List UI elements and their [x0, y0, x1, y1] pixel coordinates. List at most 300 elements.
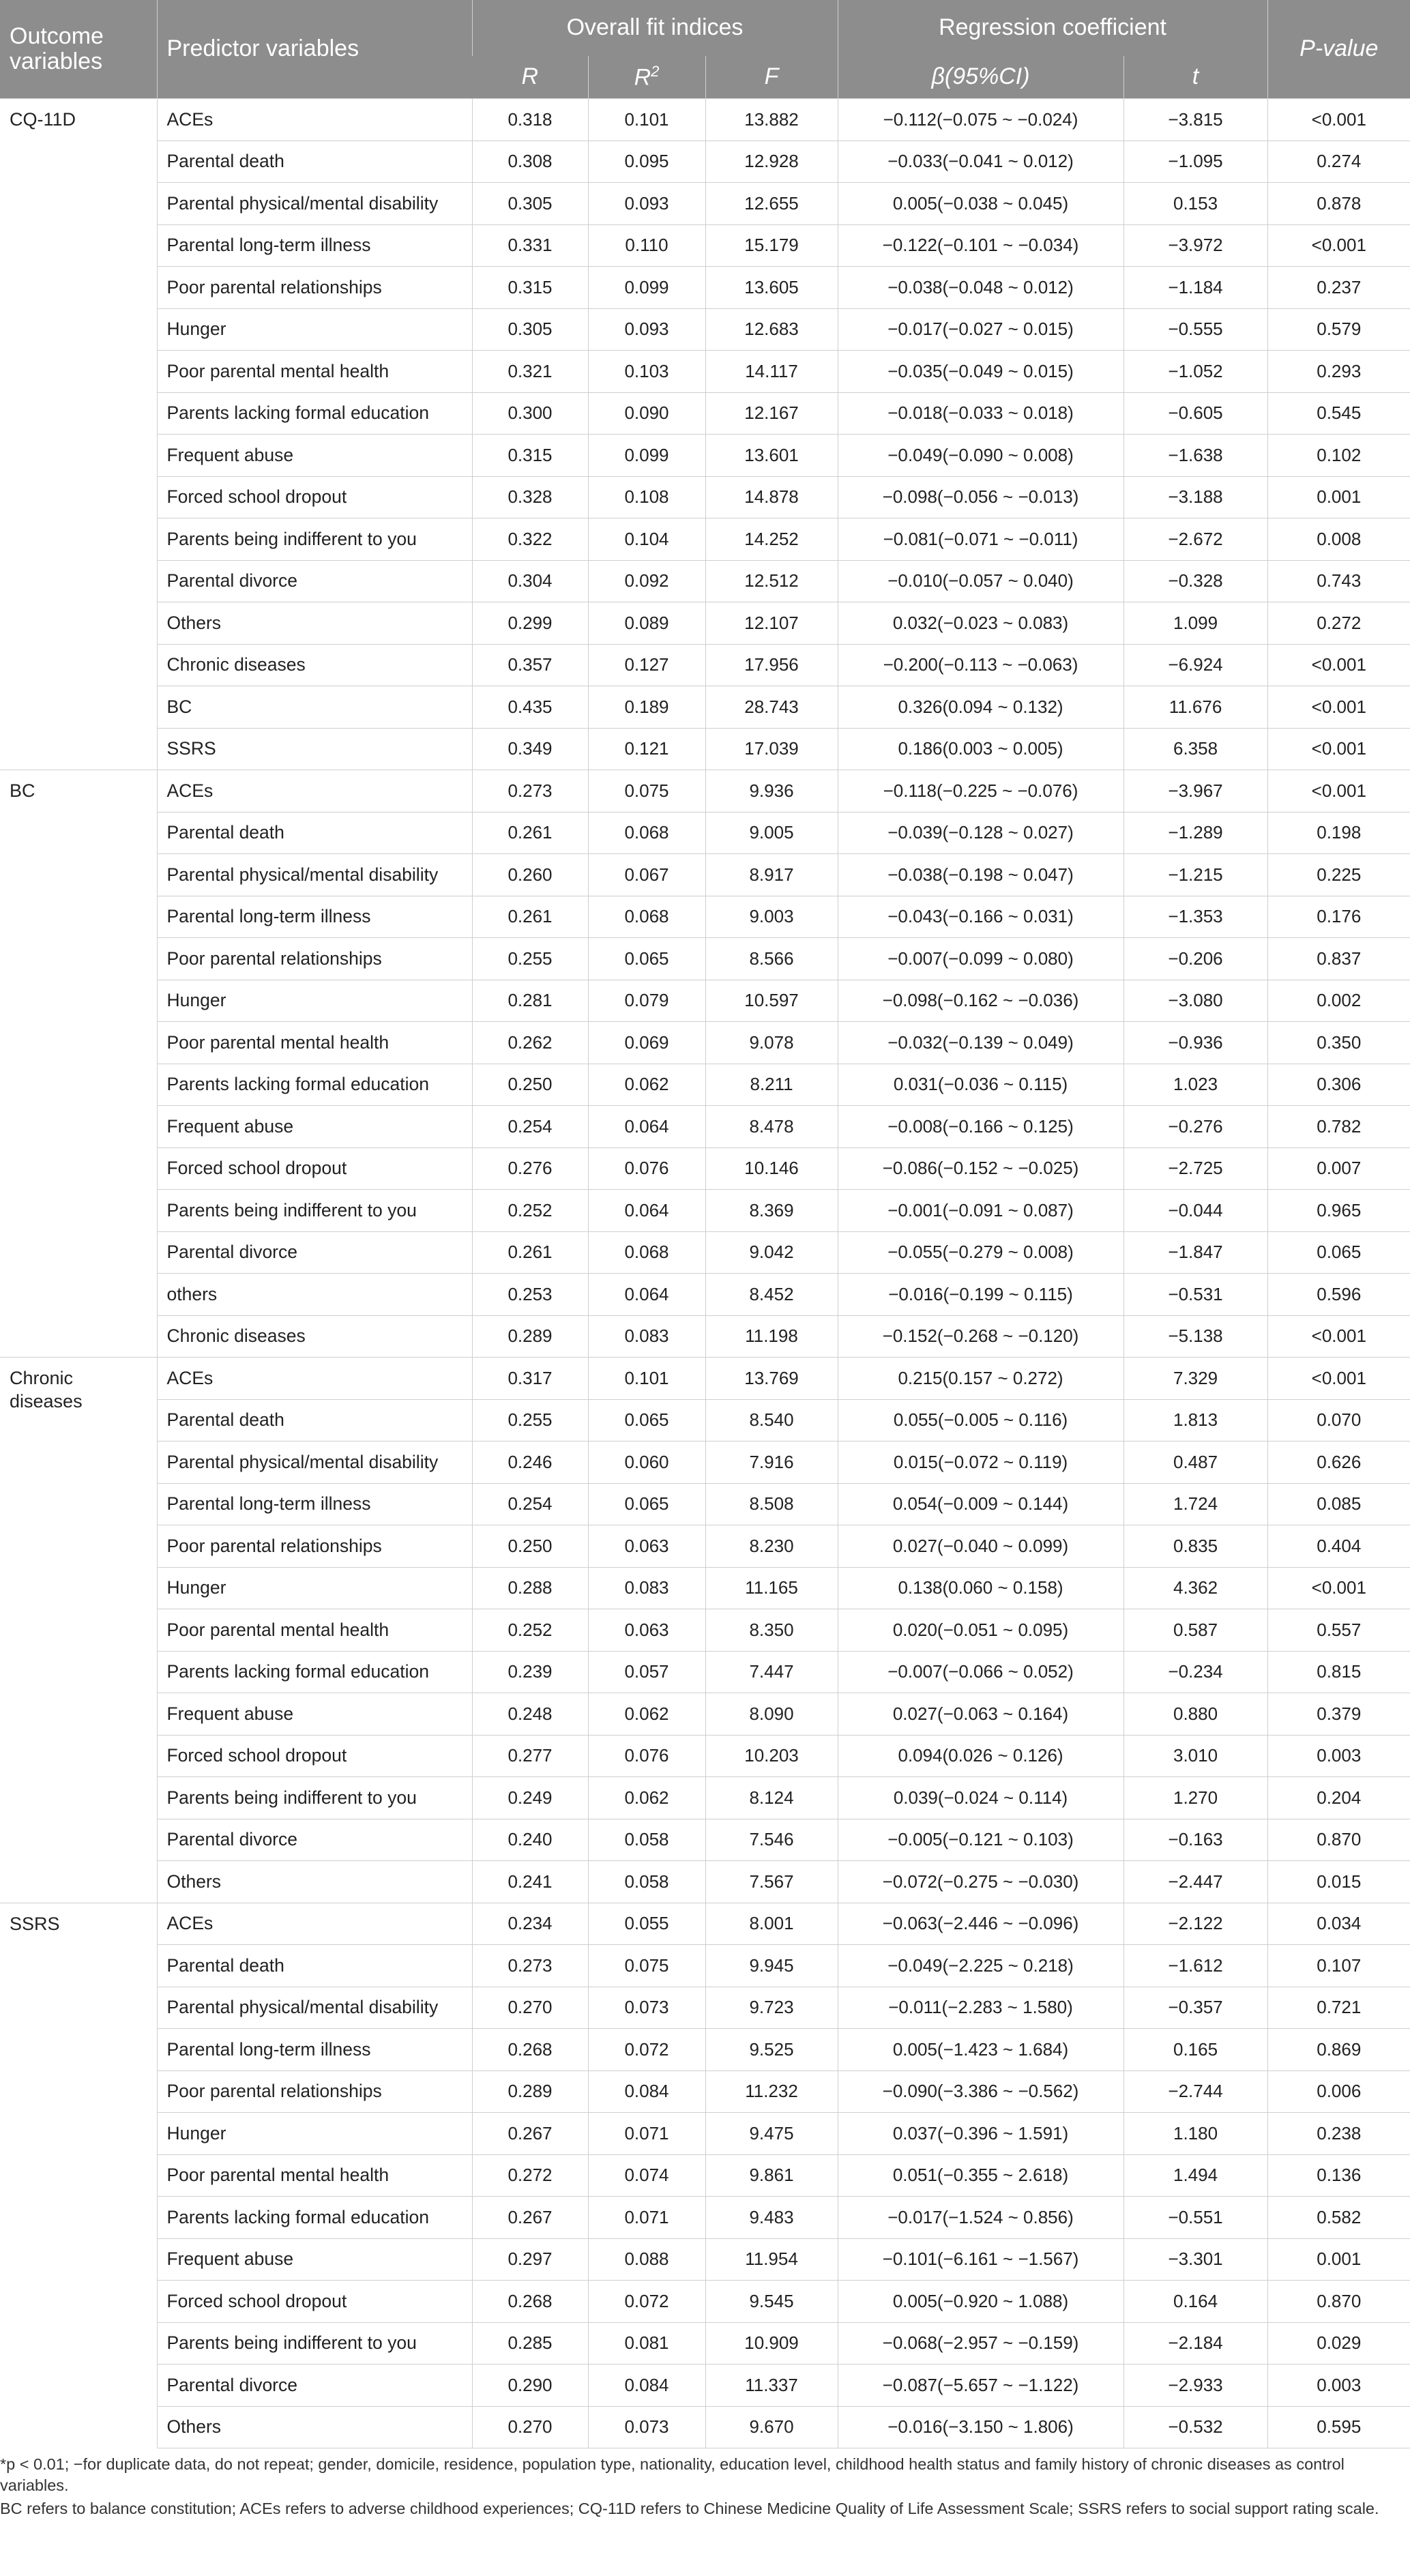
r-cell: 0.250	[472, 1525, 588, 1568]
r-squared-cell: 0.075	[588, 1945, 705, 1987]
p-value-cell: 0.582	[1267, 2197, 1410, 2239]
p-value-cell: 0.743	[1267, 560, 1410, 602]
r-cell: 0.273	[472, 770, 588, 813]
f-cell: 10.203	[705, 1735, 838, 1777]
r-cell: 0.260	[472, 854, 588, 896]
t-cell: 1.270	[1123, 1777, 1267, 1819]
r-cell: 0.331	[472, 224, 588, 267]
header-r: R	[472, 56, 588, 99]
f-cell: 12.512	[705, 560, 838, 602]
t-cell: 0.153	[1123, 183, 1267, 225]
beta-ci-cell: −0.063(−2.446 ~ −0.096)	[838, 1903, 1123, 1945]
table-row	[0, 1525, 1410, 1568]
table-footnotes	[0, 2448, 1410, 2519]
r-squared-cell: 0.064	[588, 1274, 705, 1316]
predictor-cell: Parental long-term illness	[157, 896, 472, 938]
p-value-cell: 0.579	[1267, 308, 1410, 351]
predictor-cell: Forced school dropout	[157, 1147, 472, 1190]
predictor-cell: Frequent abuse	[157, 2238, 472, 2281]
r-squared-cell: 0.076	[588, 1735, 705, 1777]
predictor-cell: Parental physical/mental disability	[157, 1441, 472, 1484]
f-cell: 9.005	[705, 812, 838, 854]
t-cell: −3.967	[1123, 770, 1267, 813]
f-cell: 9.545	[705, 2281, 838, 2323]
p-value-cell: 0.237	[1267, 267, 1410, 309]
p-value-cell: 0.107	[1267, 1945, 1410, 1987]
r-squared-cell: 0.093	[588, 308, 705, 351]
r-squared-cell: 0.084	[588, 2070, 705, 2113]
r-squared-cell: 0.069	[588, 1022, 705, 1064]
r-squared-cell: 0.099	[588, 435, 705, 477]
f-cell: 13.882	[705, 99, 838, 141]
header-outcome-variables: Outcome variables	[0, 0, 157, 99]
predictor-cell: SSRS	[157, 728, 472, 770]
p-value-cell: <0.001	[1267, 644, 1410, 686]
p-value-cell: 0.626	[1267, 1441, 1410, 1484]
p-value-cell: 0.008	[1267, 518, 1410, 561]
beta-ci-cell: 0.020(−0.051 ~ 0.095)	[838, 1609, 1123, 1652]
predictor-cell: Parental physical/mental disability	[157, 854, 472, 896]
table-row	[0, 2029, 1410, 2071]
f-cell: 9.670	[705, 2406, 838, 2448]
beta-ci-cell: −0.072(−0.275 ~ −0.030)	[838, 1861, 1123, 1903]
r-squared-cell: 0.110	[588, 224, 705, 267]
beta-ci-cell: 0.186(0.003 ~ 0.005)	[838, 728, 1123, 770]
r-squared-cell: 0.058	[588, 1819, 705, 1861]
p-value-cell: 0.102	[1267, 435, 1410, 477]
r-squared-cell: 0.055	[588, 1903, 705, 1945]
f-cell: 8.508	[705, 1483, 838, 1525]
r-squared-cell: 0.067	[588, 854, 705, 896]
p-value-cell: 0.003	[1267, 2365, 1410, 2407]
beta-ci-cell: −0.087(−5.657 ~ −1.122)	[838, 2365, 1123, 2407]
t-cell: −2.184	[1123, 2322, 1267, 2365]
predictor-cell: Hunger	[157, 1567, 472, 1609]
t-cell: −1.215	[1123, 854, 1267, 896]
p-value-cell: 0.204	[1267, 1777, 1410, 1819]
r-cell: 0.241	[472, 1861, 588, 1903]
predictor-cell: Poor parental relationships	[157, 938, 472, 980]
header-predictor-variables: Predictor variables	[157, 0, 472, 99]
r-cell: 0.305	[472, 183, 588, 225]
table-row	[0, 1315, 1410, 1358]
r-cell: 0.234	[472, 1903, 588, 1945]
f-cell: 8.230	[705, 1525, 838, 1568]
r-squared-cell: 0.101	[588, 99, 705, 141]
beta-ci-cell: −0.086(−0.152 ~ −0.025)	[838, 1147, 1123, 1190]
beta-ci-cell: −0.081(−0.071 ~ −0.011)	[838, 518, 1123, 561]
p-value-cell: 0.034	[1267, 1903, 1410, 1945]
beta-ci-cell: −0.038(−0.198 ~ 0.047)	[838, 854, 1123, 896]
p-value-cell: <0.001	[1267, 770, 1410, 813]
f-cell: 11.337	[705, 2365, 838, 2407]
t-cell: −0.328	[1123, 560, 1267, 602]
beta-ci-cell: −0.038(−0.048 ~ 0.012)	[838, 267, 1123, 309]
t-cell: −0.532	[1123, 2406, 1267, 2448]
table-row	[0, 183, 1410, 225]
table-row	[0, 644, 1410, 686]
f-cell: 11.232	[705, 2070, 838, 2113]
p-value-cell: <0.001	[1267, 1358, 1410, 1400]
r-cell: 0.289	[472, 1315, 588, 1358]
t-cell: 1.023	[1123, 1064, 1267, 1106]
table-row	[0, 1483, 1410, 1525]
t-cell: 0.487	[1123, 1441, 1267, 1484]
beta-ci-cell: −0.035(−0.049 ~ 0.015)	[838, 351, 1123, 393]
r-cell: 0.270	[472, 1987, 588, 2029]
predictor-cell: Poor parental relationships	[157, 1525, 472, 1568]
r-cell: 0.308	[472, 141, 588, 183]
f-cell: 9.078	[705, 1022, 838, 1064]
t-cell: −2.672	[1123, 518, 1267, 561]
table-row	[0, 1735, 1410, 1777]
t-cell: −1.289	[1123, 812, 1267, 854]
predictor-cell: Poor parental relationships	[157, 267, 472, 309]
r-cell: 0.297	[472, 2238, 588, 2281]
f-cell: 9.042	[705, 1231, 838, 1274]
r-cell: 0.250	[472, 1064, 588, 1106]
t-cell: −1.847	[1123, 1231, 1267, 1274]
p-value-cell: 0.029	[1267, 2322, 1410, 2365]
table-row	[0, 1903, 1410, 1945]
r-squared-cell: 0.060	[588, 1441, 705, 1484]
p-value-cell: 0.002	[1267, 980, 1410, 1022]
table-row	[0, 351, 1410, 393]
table-row	[0, 854, 1410, 896]
table-row	[0, 2281, 1410, 2323]
predictor-cell: Forced school dropout	[157, 2281, 472, 2323]
header-f: F	[705, 56, 838, 99]
t-cell: −3.972	[1123, 224, 1267, 267]
r-squared-cell: 0.062	[588, 1693, 705, 1736]
predictor-cell: Parental death	[157, 1399, 472, 1441]
table-row	[0, 1651, 1410, 1693]
r-squared-cell: 0.101	[588, 1358, 705, 1400]
r-cell: 0.239	[472, 1651, 588, 1693]
r-cell: 0.281	[472, 980, 588, 1022]
t-cell: −1.095	[1123, 141, 1267, 183]
r-cell: 0.276	[472, 1147, 588, 1190]
r-squared-cell: 0.108	[588, 476, 705, 518]
predictor-cell: Parental long-term illness	[157, 1483, 472, 1525]
predictor-cell: Parental divorce	[157, 2365, 472, 2407]
f-cell: 17.956	[705, 644, 838, 686]
f-cell: 8.211	[705, 1064, 838, 1106]
r-squared-cell: 0.073	[588, 1987, 705, 2029]
predictor-cell: Parental physical/mental disability	[157, 1987, 472, 2029]
p-value-cell: 0.065	[1267, 1231, 1410, 1274]
p-value-cell: 0.870	[1267, 2281, 1410, 2323]
beta-ci-cell: −0.007(−0.099 ~ 0.080)	[838, 938, 1123, 980]
beta-ci-cell: 0.138(0.060 ~ 0.158)	[838, 1567, 1123, 1609]
beta-ci-cell: 0.005(−0.038 ~ 0.045)	[838, 183, 1123, 225]
r-cell: 0.290	[472, 2365, 588, 2407]
table-row	[0, 686, 1410, 729]
r-squared-cell: 0.057	[588, 1651, 705, 1693]
t-cell: −1.353	[1123, 896, 1267, 938]
predictor-cell: Parental long-term illness	[157, 2029, 472, 2071]
r-cell: 0.321	[472, 351, 588, 393]
table-row	[0, 1147, 1410, 1190]
r-squared-cell: 0.065	[588, 938, 705, 980]
t-cell: −1.184	[1123, 267, 1267, 309]
t-cell: −3.188	[1123, 476, 1267, 518]
r-cell: 0.246	[472, 1441, 588, 1484]
t-cell: −0.551	[1123, 2197, 1267, 2239]
predictor-cell: Others	[157, 2406, 472, 2448]
predictor-cell: Poor parental mental health	[157, 1022, 472, 1064]
f-cell: 12.107	[705, 602, 838, 645]
predictor-cell: Poor parental mental health	[157, 2154, 472, 2197]
table-header	[0, 0, 1410, 99]
beta-ci-cell: 0.027(−0.063 ~ 0.164)	[838, 1693, 1123, 1736]
r-cell: 0.304	[472, 560, 588, 602]
outcome-variable-cell: CQ-11D	[0, 99, 157, 770]
r-cell: 0.254	[472, 1106, 588, 1148]
predictor-cell: Hunger	[157, 2113, 472, 2155]
beta-ci-cell: −0.001(−0.091 ~ 0.087)	[838, 1190, 1123, 1232]
r-squared-cell: 0.065	[588, 1399, 705, 1441]
t-cell: −0.555	[1123, 308, 1267, 351]
beta-ci-cell: −0.090(−3.386 ~ −0.562)	[838, 2070, 1123, 2113]
beta-ci-cell: 0.005(−1.423 ~ 1.684)	[838, 2029, 1123, 2071]
t-cell: −0.276	[1123, 1106, 1267, 1148]
predictor-cell: Others	[157, 602, 472, 645]
r-cell: 0.277	[472, 1735, 588, 1777]
t-cell: 1.099	[1123, 602, 1267, 645]
table-row	[0, 980, 1410, 1022]
table-row	[0, 518, 1410, 561]
r-squared-cell: 0.068	[588, 812, 705, 854]
r-cell: 0.317	[472, 1358, 588, 1400]
r-squared-cell: 0.063	[588, 1609, 705, 1652]
p-value-cell: 0.015	[1267, 1861, 1410, 1903]
f-cell: 9.945	[705, 1945, 838, 1987]
f-cell: 8.350	[705, 1609, 838, 1652]
r-squared-cell: 0.104	[588, 518, 705, 561]
t-cell: 1.813	[1123, 1399, 1267, 1441]
predictor-cell: Parents lacking formal education	[157, 1651, 472, 1693]
p-value-cell: 0.869	[1267, 2029, 1410, 2071]
predictor-cell: Parental death	[157, 1945, 472, 1987]
r-cell: 0.300	[472, 392, 588, 435]
t-cell: 3.010	[1123, 1735, 1267, 1777]
predictor-cell: ACEs	[157, 770, 472, 813]
predictor-cell: ACEs	[157, 1358, 472, 1400]
r-squared-cell: 0.074	[588, 2154, 705, 2197]
r-cell: 0.255	[472, 938, 588, 980]
f-cell: 8.001	[705, 1903, 838, 1945]
predictor-cell: Hunger	[157, 308, 472, 351]
t-cell: −2.933	[1123, 2365, 1267, 2407]
f-cell: 14.117	[705, 351, 838, 393]
beta-ci-cell: −0.112(−0.075 ~ −0.024)	[838, 99, 1123, 141]
predictor-cell: Frequent abuse	[157, 1106, 472, 1148]
predictor-cell: ACEs	[157, 99, 472, 141]
table-row	[0, 2113, 1410, 2155]
t-cell: −0.163	[1123, 1819, 1267, 1861]
beta-ci-cell: 0.037(−0.396 ~ 1.591)	[838, 2113, 1123, 2155]
predictor-cell: Parental physical/mental disability	[157, 183, 472, 225]
t-cell: 0.164	[1123, 2281, 1267, 2323]
outcome-variable-cell: Chronic diseases	[0, 1358, 157, 1903]
beta-ci-cell: 0.051(−0.355 ~ 2.618)	[838, 2154, 1123, 2197]
predictor-cell: Chronic diseases	[157, 644, 472, 686]
table-row	[0, 308, 1410, 351]
predictor-cell: Parents lacking formal education	[157, 2197, 472, 2239]
beta-ci-cell: −0.098(−0.162 ~ −0.036)	[838, 980, 1123, 1022]
r-cell: 0.273	[472, 1945, 588, 1987]
t-cell: −2.122	[1123, 1903, 1267, 1945]
r-cell: 0.315	[472, 435, 588, 477]
t-cell: −0.044	[1123, 1190, 1267, 1232]
t-cell: −1.052	[1123, 351, 1267, 393]
r-cell: 0.268	[472, 2029, 588, 2071]
predictor-cell: Parental divorce	[157, 1819, 472, 1861]
t-cell: 1.180	[1123, 2113, 1267, 2155]
f-cell: 8.124	[705, 1777, 838, 1819]
predictor-cell: Forced school dropout	[157, 1735, 472, 1777]
p-value-cell: 0.198	[1267, 812, 1410, 854]
table-row	[0, 1861, 1410, 1903]
p-value-cell: 0.404	[1267, 1525, 1410, 1568]
f-cell: 9.003	[705, 896, 838, 938]
r-cell: 0.322	[472, 518, 588, 561]
f-cell: 8.090	[705, 1693, 838, 1736]
f-cell: 13.769	[705, 1358, 838, 1400]
r-squared-cell: 0.071	[588, 2113, 705, 2155]
t-cell: −1.638	[1123, 435, 1267, 477]
r-squared-cell: 0.083	[588, 1315, 705, 1358]
f-cell: 11.198	[705, 1315, 838, 1358]
beta-ci-cell: 0.215(0.157 ~ 0.272)	[838, 1358, 1123, 1400]
t-cell: −6.924	[1123, 644, 1267, 686]
table-row	[0, 1441, 1410, 1484]
beta-ci-cell: −0.017(−0.027 ~ 0.015)	[838, 308, 1123, 351]
f-cell: 13.605	[705, 267, 838, 309]
p-value-cell: 0.003	[1267, 1735, 1410, 1777]
r-cell: 0.289	[472, 2070, 588, 2113]
beta-ci-cell: −0.016(−3.150 ~ 1.806)	[838, 2406, 1123, 2448]
p-value-cell: 0.136	[1267, 2154, 1410, 2197]
beta-ci-cell: 0.055(−0.005 ~ 0.116)	[838, 1399, 1123, 1441]
r-cell: 0.248	[472, 1693, 588, 1736]
table-row	[0, 2197, 1410, 2239]
predictor-cell: Parents being indifferent to you	[157, 1777, 472, 1819]
p-value-cell: 0.721	[1267, 1987, 1410, 2029]
t-cell: −5.138	[1123, 1315, 1267, 1358]
f-cell: 13.601	[705, 435, 838, 477]
t-cell: −2.744	[1123, 2070, 1267, 2113]
f-cell: 7.567	[705, 1861, 838, 1903]
r-cell: 0.252	[472, 1609, 588, 1652]
predictor-cell: Forced school dropout	[157, 476, 472, 518]
t-cell: 11.676	[1123, 686, 1267, 729]
predictor-cell: others	[157, 1274, 472, 1316]
r-squared-cell: 0.189	[588, 686, 705, 729]
beta-ci-cell: −0.032(−0.139 ~ 0.049)	[838, 1022, 1123, 1064]
header-t: t	[1123, 56, 1267, 99]
r-cell: 0.267	[472, 2113, 588, 2155]
beta-ci-cell: −0.152(−0.268 ~ −0.120)	[838, 1315, 1123, 1358]
table-row	[0, 602, 1410, 645]
f-cell: 8.478	[705, 1106, 838, 1148]
table-row	[0, 560, 1410, 602]
r-squared-cell: 0.127	[588, 644, 705, 686]
table-body	[0, 99, 1410, 2448]
p-value-cell: 0.225	[1267, 854, 1410, 896]
table-row	[0, 476, 1410, 518]
outcome-variable-cell: BC	[0, 770, 157, 1358]
f-cell: 12.655	[705, 183, 838, 225]
beta-ci-cell: −0.017(−1.524 ~ 0.856)	[838, 2197, 1123, 2239]
t-cell: 7.329	[1123, 1358, 1267, 1400]
r-squared-cell: 0.088	[588, 2238, 705, 2281]
beta-ci-cell: 0.027(−0.040 ~ 0.099)	[838, 1525, 1123, 1568]
t-cell: 1.724	[1123, 1483, 1267, 1525]
predictor-cell: Parental divorce	[157, 560, 472, 602]
beta-ci-cell: 0.326(0.094 ~ 0.132)	[838, 686, 1123, 729]
table-row	[0, 2406, 1410, 2448]
t-cell: 0.880	[1123, 1693, 1267, 1736]
r-cell: 0.253	[472, 1274, 588, 1316]
beta-ci-cell: 0.054(−0.009 ~ 0.144)	[838, 1483, 1123, 1525]
p-value-cell: 0.557	[1267, 1609, 1410, 1652]
footnote: BC refers to balance constitution; ACEs refers to adverse childhood experiences; CQ-11D refers to Chinese Medicine Quality of Life Assessment Scale; SSRS refers to social support rating scale.	[0, 2500, 1379, 2518]
r-cell: 0.357	[472, 644, 588, 686]
r-cell: 0.272	[472, 2154, 588, 2197]
r-cell: 0.261	[472, 896, 588, 938]
predictor-cell: Parents lacking formal education	[157, 392, 472, 435]
table-row	[0, 2154, 1410, 2197]
beta-ci-cell: −0.039(−0.128 ~ 0.027)	[838, 812, 1123, 854]
beta-ci-cell: 0.039(−0.024 ~ 0.114)	[838, 1777, 1123, 1819]
header-r-squared: $R^2$	[588, 56, 705, 99]
p-value-cell: <0.001	[1267, 686, 1410, 729]
predictor-cell: Parents lacking formal education	[157, 1064, 472, 1106]
r-squared-cell: 0.062	[588, 1777, 705, 1819]
table-row	[0, 1022, 1410, 1064]
f-cell: 17.039	[705, 728, 838, 770]
r-cell: 0.252	[472, 1190, 588, 1232]
predictor-cell: ACEs	[157, 1903, 472, 1945]
r-cell: 0.254	[472, 1483, 588, 1525]
table-row	[0, 1609, 1410, 1652]
t-cell: −0.357	[1123, 1987, 1267, 2029]
f-cell: 9.936	[705, 770, 838, 813]
beta-ci-cell: 0.015(−0.072 ~ 0.119)	[838, 1441, 1123, 1484]
table-row	[0, 2070, 1410, 2113]
p-value-cell: 0.870	[1267, 1819, 1410, 1861]
r-cell: 0.305	[472, 308, 588, 351]
p-value-cell: 0.545	[1267, 392, 1410, 435]
f-cell: 11.954	[705, 2238, 838, 2281]
table-row	[0, 392, 1410, 435]
t-cell: −0.605	[1123, 392, 1267, 435]
r-cell: 0.349	[472, 728, 588, 770]
beta-ci-cell: −0.118(−0.225 ~ −0.076)	[838, 770, 1123, 813]
beta-ci-cell: −0.098(−0.056 ~ −0.013)	[838, 476, 1123, 518]
r-cell: 0.267	[472, 2197, 588, 2239]
p-value-cell: 0.306	[1267, 1064, 1410, 1106]
r-cell: 0.318	[472, 99, 588, 141]
f-cell: 7.916	[705, 1441, 838, 1484]
r-cell: 0.270	[472, 2406, 588, 2448]
r-squared-cell: 0.092	[588, 560, 705, 602]
f-cell: 9.483	[705, 2197, 838, 2239]
table-row	[0, 1190, 1410, 1232]
p-value-cell: 0.274	[1267, 141, 1410, 183]
